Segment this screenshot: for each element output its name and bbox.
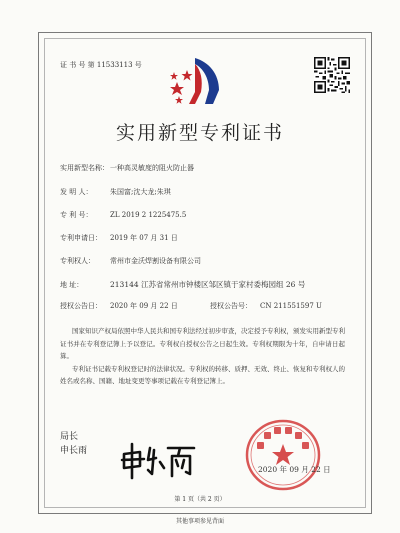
inventor-value: 朱国富;沈大龙;朱琪	[110, 188, 171, 196]
filing-date-label: 专利申请日：	[60, 234, 102, 242]
field-grant-date	[60, 301, 190, 311]
grant-number-value: CN 211551597 U	[260, 302, 322, 310]
address-value: 213144 江苏省常州市钟楼区邹区镇于家村委梅园组 26 号	[110, 280, 306, 289]
address-label: 地 址：	[60, 281, 84, 289]
certificate-title: 实用新型专利证书	[115, 122, 284, 144]
certificate-body-text	[60, 325, 345, 388]
utility-name-value: 一种高灵敏度的阻火防止器	[110, 164, 194, 172]
footer-note: 其他事项参见背面	[175, 518, 224, 525]
director-block	[60, 430, 87, 458]
field-filing-date	[60, 233, 178, 243]
body-paragraph-2: 专利证书记载专利权登记时的法律状况。专利权的转移、质押、无效、终止、恢复和专利权人的姓名或名称、国籍、地址变更等事项记载在专利登记簿上。	[60, 364, 345, 385]
patent-holder-value: 常州市金沃焊割设备有限公司	[110, 257, 201, 265]
filing-date-value: 2019 年 07 月 31 日	[110, 234, 178, 242]
field-utility-name	[60, 163, 194, 173]
director-title: 局长	[60, 432, 79, 442]
body-paragraph-1: 国家知识产权局依照中华人民共和国专利法经过初步审查，决定授予专利权，颁发实用新型专利证书并在专利登记簿上予以登记。专利权自授权公告之日起生效。专利权期限为十年，自申请日起算。	[60, 327, 345, 360]
patent-office-emblem	[165, 52, 225, 110]
inventor-label: 发 明 人：	[60, 188, 93, 196]
field-patent-holder	[60, 256, 201, 266]
grant-number-label: 授权公告号：	[210, 302, 252, 310]
field-inventor	[60, 187, 171, 197]
patent-number-value: ZL 2019 2 1225475.5	[110, 211, 187, 219]
field-patent-number	[60, 210, 186, 220]
utility-name-label: 实用新型名称：	[60, 164, 109, 172]
grant-date-value: 2020 年 09 月 22 日	[110, 302, 178, 310]
director-name: 申长雨	[60, 446, 88, 456]
field-grant-number	[210, 301, 322, 311]
qr-code	[314, 57, 350, 93]
official-seal	[244, 418, 322, 492]
seal-date: 2020 年 09 月 22 日	[258, 465, 331, 474]
grant-date-label: 授权公告日：	[60, 302, 102, 310]
field-address	[60, 279, 305, 290]
certificate-number: 证 书 号 第 11533113 号	[60, 61, 142, 69]
director-signature	[118, 440, 198, 480]
patent-holder-label: 专利权人：	[60, 257, 95, 265]
patent-number-label: 专 利 号：	[60, 211, 93, 219]
page-number: 第 1 页（共 2 页）	[174, 496, 226, 503]
